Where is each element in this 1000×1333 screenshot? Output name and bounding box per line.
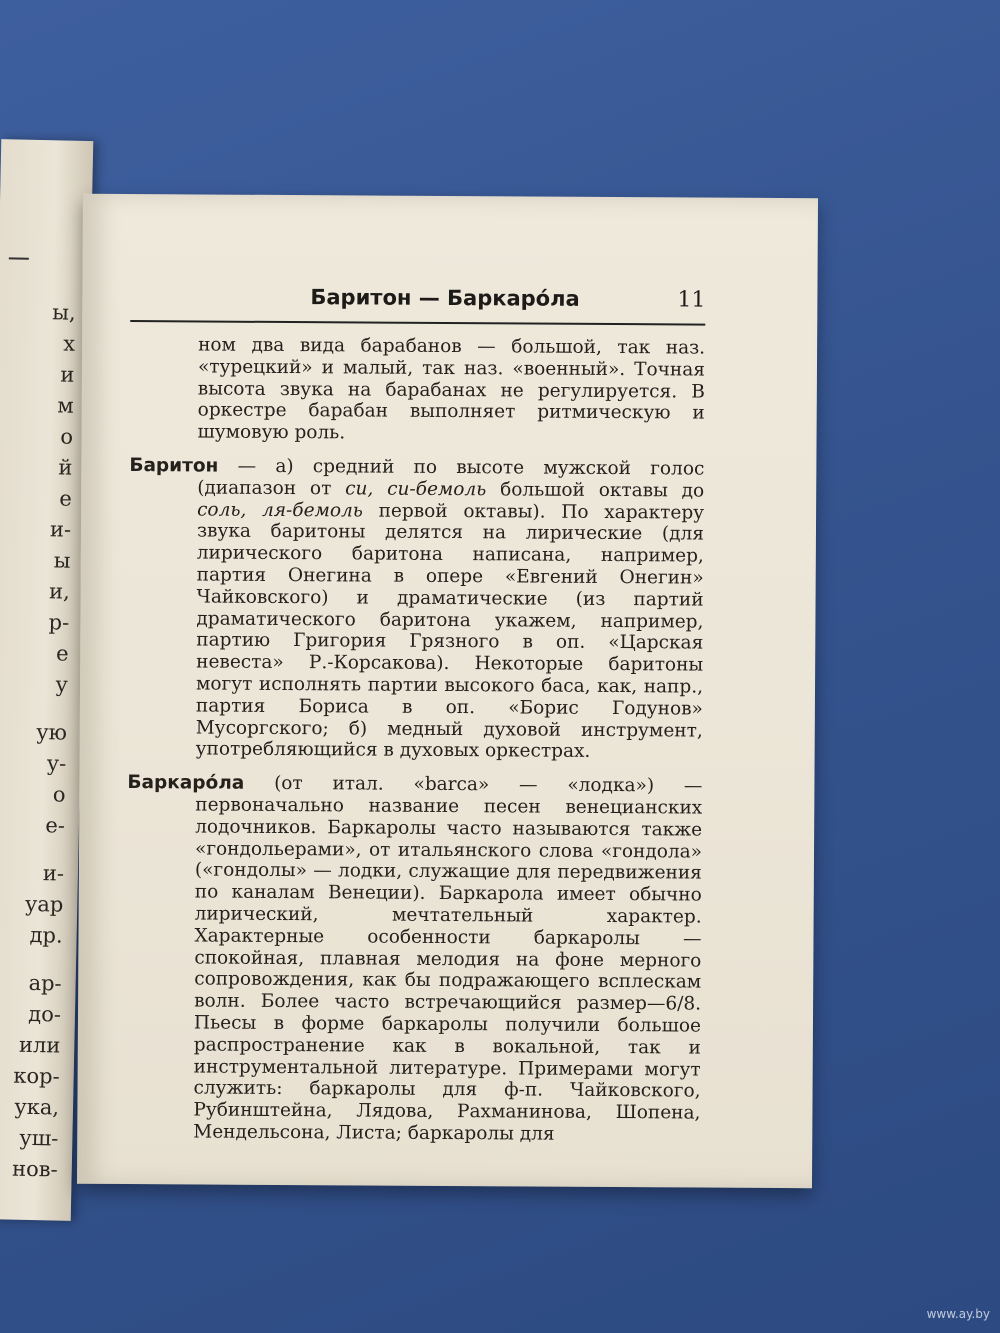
- left-page-fragment: и,: [48, 579, 71, 604]
- left-page-rule: [9, 257, 29, 259]
- entry-italic: соль, ля-бемоль: [197, 499, 363, 522]
- left-page-fragment: м: [57, 393, 75, 418]
- left-page-fragment: р-: [48, 610, 70, 635]
- left-page-fragment: уш-: [19, 1125, 59, 1151]
- entry-text: (от итал. «barca» — «лодка») — первоначально название песен венецианских лодочников. Баркаролы часто называются также «гондольерами», от итальянского слова «гондола» («гондолы» — лодки, служащие для передвижения по каналам Венеции). Баркарола имеет обычно лирический, мечтательный характер. Характерные особенности баркаролы — спокойная, плавная мелодия на фоне мерного сопровождения, как бы подражающего всплескам волн. Более часто встречающийся размер—6/8. Пьесы в форме баркаролы получили большое распространение как в вокальной, так и инструментальной литературе. Примерами могут служить: баркаролы для ф-п. Чайковского, Рубинштейна, Лядова, Рахманинова, Шопена, Мендельсона, Листа; баркаролы для: [193, 772, 703, 1145]
- watermark: www.ay.by: [926, 1307, 990, 1321]
- left-page-fragment: ы,: [52, 300, 76, 325]
- left-page-fragment: о: [60, 424, 74, 449]
- intro-paragraph: ном два вида барабанов — большой, так наз. «турецкий» и малый, так наз. «военный». Точная высота звука на барабанах не регулируется. В оркестре барабан выполняет ритмическую и шумовую роль.: [197, 334, 706, 444]
- left-page-fragment: й: [58, 455, 73, 480]
- dictionary-entry-bariton: [128, 455, 705, 764]
- left-page-fragment: и: [60, 362, 75, 387]
- book-page: [77, 194, 818, 1188]
- dictionary-entry-barkarola: [125, 772, 702, 1146]
- entry-term: Баркаро́ла: [127, 772, 245, 794]
- page-number: 11: [677, 287, 706, 313]
- left-page-fragment: уар: [24, 891, 64, 917]
- left-page-fragment: е: [59, 486, 73, 511]
- entry-text: первой октавы). По характеру звука баритоны делятся на лирические (для лирического баритона написана, например, партия Онегина в опере «Евгений Онегин» Чайковского) и драматические (из партий драматического баритона укажем, например, партию Григория Грязного в оп. «Царская невеста» Р.-Корсакова). Некоторые баритоны могут исполнять партии высокого баса, как, напр., партия Бориса в оп. «Борис Годунов» Мусоргского; б) медный духовой инструмент, употребляющийся в духовых оркестрах.: [195, 500, 705, 763]
- entry-text: — а) средний по высоте мужской голос (диапазон от: [197, 455, 705, 500]
- left-page-fragment: или: [18, 1032, 61, 1058]
- left-page-fragment: и-: [49, 517, 72, 542]
- left-page-fragment: кор-: [13, 1063, 60, 1089]
- left-page-fragment: е-: [45, 813, 66, 838]
- header-title: Баритон — Баркаро́ла: [310, 285, 580, 311]
- left-page-fragment: и-: [42, 861, 65, 886]
- left-page-fragment: х: [62, 331, 76, 356]
- entry-term: Баритон: [129, 455, 219, 477]
- left-page-fragment: ую: [36, 720, 68, 745]
- left-page-fragment: у-: [46, 751, 67, 776]
- left-page-fragment: е: [55, 641, 69, 666]
- running-header: [130, 280, 705, 326]
- left-page-fragment: др.: [29, 922, 63, 948]
- page-body: [125, 334, 705, 1146]
- left-page-fragment: до-: [28, 1001, 62, 1027]
- entry-text: большой октавы до: [486, 479, 705, 502]
- entry-italic: си, си-бемоль: [345, 478, 487, 501]
- left-page-fragment: ы: [53, 548, 71, 573]
- left-page-fragment: у: [55, 672, 69, 697]
- left-page-fragment: ука,: [14, 1094, 60, 1120]
- left-page-fragment: ар-: [28, 970, 62, 996]
- left-page-text: [1, 139, 93, 1182]
- left-page-fragment: нов-: [11, 1156, 59, 1182]
- left-page-fragment: о: [52, 782, 66, 807]
